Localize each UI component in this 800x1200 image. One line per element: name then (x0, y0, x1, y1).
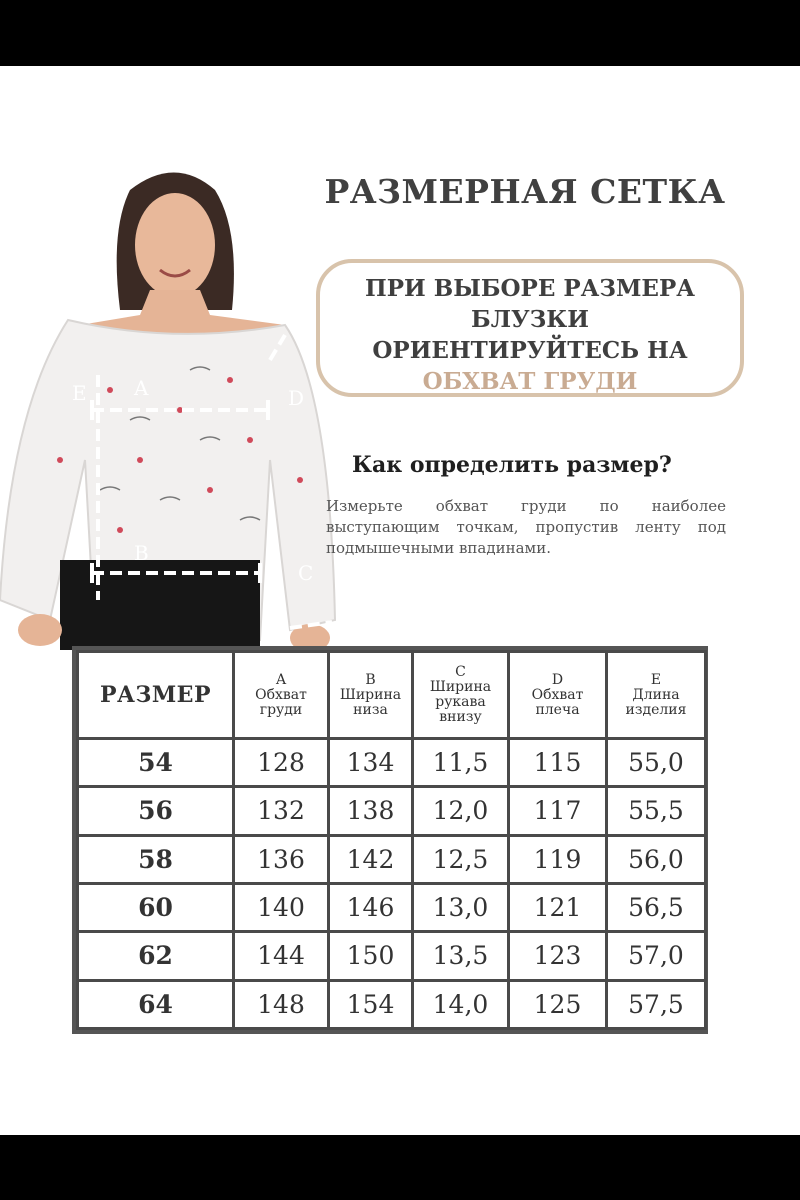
cell-c: 13,5 (413, 932, 509, 980)
model-photo (0, 160, 345, 650)
cell-size: 56 (78, 787, 234, 835)
hint-line-1: ПРИ ВЫБОРЕ РАЗМЕРА (365, 275, 695, 302)
cell-a: 144 (234, 932, 329, 980)
label-c: C (298, 561, 314, 585)
howto-title: Как определить размер? (352, 452, 672, 478)
table-row (78, 787, 706, 835)
top-black-bar (0, 0, 800, 66)
cell-b: 150 (329, 932, 413, 980)
cell-size: 62 (78, 932, 234, 980)
table-row (78, 739, 706, 787)
cell-b: 154 (329, 980, 413, 1028)
label-e: E (72, 381, 87, 405)
header-b: B Ширина низа (329, 652, 413, 739)
cell-c: 11,5 (413, 739, 509, 787)
cell-e: 55,5 (607, 787, 706, 835)
cell-e: 56,5 (607, 883, 706, 931)
cell-d: 123 (509, 932, 607, 980)
table-row (78, 883, 706, 931)
cell-a: 132 (234, 787, 329, 835)
cell-a: 128 (234, 739, 329, 787)
label-b: B (134, 541, 149, 565)
cell-b: 146 (329, 883, 413, 931)
size-table (72, 646, 708, 1034)
hint-line-accent: ОБХВАТ ГРУДИ (422, 368, 638, 395)
cell-d: 117 (509, 787, 607, 835)
header-a: A Обхват груди (234, 652, 329, 739)
hint-line-2: БЛУЗКИ (471, 306, 589, 333)
header-c: C Ширина рукава внизу (413, 652, 509, 739)
hint-box (316, 259, 744, 397)
header-e: E Длина изделия (607, 652, 706, 739)
cell-a: 140 (234, 883, 329, 931)
cell-size: 58 (78, 835, 234, 883)
page-title: РАЗМЕРНАЯ СЕТКА (324, 172, 726, 211)
cell-size: 54 (78, 739, 234, 787)
label-d: D (288, 386, 305, 410)
cell-e: 55,0 (607, 739, 706, 787)
table-row (78, 980, 706, 1028)
cell-d: 115 (509, 739, 607, 787)
cell-c: 12,5 (413, 835, 509, 883)
cell-e: 57,5 (607, 980, 706, 1028)
bottom-black-bar (0, 1135, 800, 1200)
cell-size: 64 (78, 980, 234, 1028)
cell-d: 121 (509, 883, 607, 931)
howto-text: Измерьте обхват груди по наиболее выступающим точкам, пропустив ленту под подмышечными впадинами. (326, 497, 726, 557)
cell-e: 56,0 (607, 835, 706, 883)
table-row (78, 932, 706, 980)
cell-b: 138 (329, 787, 413, 835)
cell-a: 136 (234, 835, 329, 883)
table-header-row (78, 652, 706, 739)
table-row (78, 835, 706, 883)
header-size: РАЗМЕР (78, 652, 234, 739)
cell-a: 148 (234, 980, 329, 1028)
cell-c: 13,0 (413, 883, 509, 931)
cell-b: 134 (329, 739, 413, 787)
hint-line-3: ОРИЕНТИРУЙТЕСЬ НА (372, 337, 688, 364)
cell-d: 119 (509, 835, 607, 883)
cell-d: 125 (509, 980, 607, 1028)
cell-c: 14,0 (413, 980, 509, 1028)
cell-b: 142 (329, 835, 413, 883)
header-d: D Обхват плеча (509, 652, 607, 739)
cell-c: 12,0 (413, 787, 509, 835)
cell-e: 57,0 (607, 932, 706, 980)
label-a: A (134, 376, 149, 400)
cell-size: 60 (78, 883, 234, 931)
